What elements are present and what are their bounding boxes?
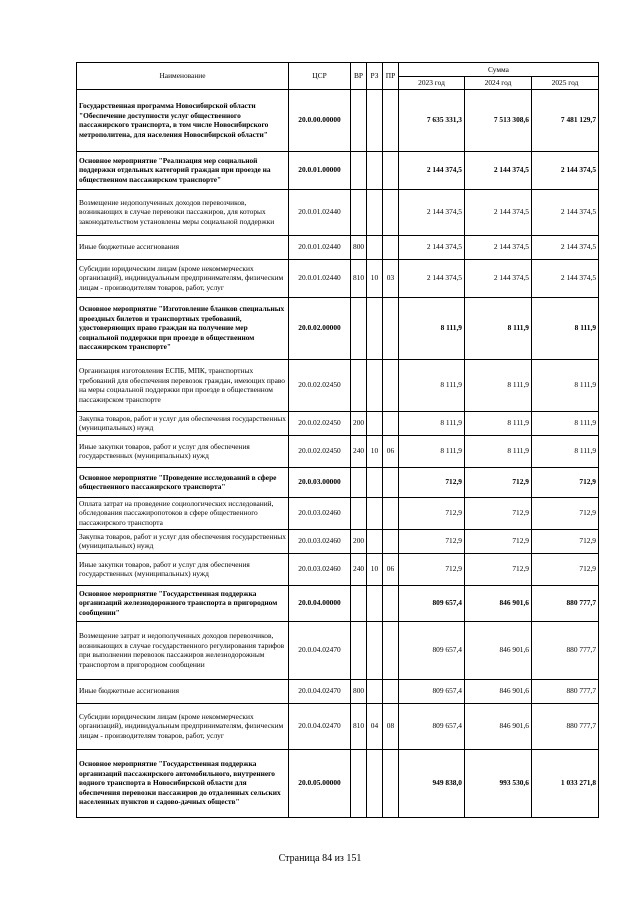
row-pr: 08 bbox=[383, 703, 399, 749]
row-pr bbox=[383, 585, 399, 621]
row-csr: 20.0.02.02450 bbox=[289, 435, 351, 467]
row-csr: 20.0.03.02460 bbox=[289, 529, 351, 553]
row-sum-2025: 712,9 bbox=[532, 529, 599, 553]
row-rz bbox=[367, 467, 383, 497]
row-rz bbox=[367, 151, 383, 189]
row-name: Организация изготовления ЕСПБ, МПК, транспортных требований для обеспечения перевозок граждан, имеющих право на меры социальной поддержки при проезде в общественном пассажирском транспорте bbox=[77, 359, 289, 411]
row-sum-2025: 8 111,9 bbox=[532, 411, 599, 435]
row-pr bbox=[383, 411, 399, 435]
row-pr bbox=[383, 621, 399, 679]
row-name: Закупка товаров, работ и услуг для обеспечения государственных (муниципальных) нужд bbox=[77, 411, 289, 435]
row-sum-2025: 880 777,7 bbox=[532, 679, 599, 703]
row-name: Иные закупки товаров, работ и услуг для обеспечения государственных (муниципальных) нужд bbox=[77, 553, 289, 585]
row-pr: 03 bbox=[383, 259, 399, 297]
row-pr: 06 bbox=[383, 435, 399, 467]
row-sum-2025: 8 111,9 bbox=[532, 359, 599, 411]
row-sum-2025: 880 777,7 bbox=[532, 621, 599, 679]
row-pr bbox=[383, 89, 399, 151]
row-name: Возмещение затрат и недополученных доходов перевозчиков, возникающих в случае государственного регулирования тарифов при выполнении перевозок пассажиров железнодорожным транспортом в пригородном сообщении bbox=[77, 621, 289, 679]
row-sum-2024: 7 513 308,6 bbox=[465, 89, 532, 151]
row-pr bbox=[383, 235, 399, 259]
row-name: Иные закупки товаров, работ и услуг для обеспечения государственных (муниципальных) нужд bbox=[77, 435, 289, 467]
row-csr: 20.0.00.00000 bbox=[289, 89, 351, 151]
table-row bbox=[77, 749, 599, 817]
row-name: Основное мероприятие "Государственная поддержка организаций пассажирского автомобильного, внутреннего водного транспорта в Новосибирской области для обеспечения перевозки пассажиров до отдаленных сельских населенных пунктов и садово-дачных обществ" bbox=[77, 749, 289, 817]
row-sum-2024: 8 111,9 bbox=[465, 411, 532, 435]
row-rz bbox=[367, 585, 383, 621]
row-sum-2025: 880 777,7 bbox=[532, 703, 599, 749]
table-row bbox=[77, 235, 599, 259]
row-sum-2023: 712,9 bbox=[399, 553, 465, 585]
row-vr bbox=[351, 497, 367, 529]
row-sum-2024: 8 111,9 bbox=[465, 435, 532, 467]
row-sum-2024: 2 144 374,5 bbox=[465, 189, 532, 235]
table-row bbox=[77, 151, 599, 189]
row-sum-2024: 712,9 bbox=[465, 553, 532, 585]
row-csr: 20.0.03.02460 bbox=[289, 553, 351, 585]
row-sum-2023: 809 657,4 bbox=[399, 585, 465, 621]
row-csr: 20.0.04.02470 bbox=[289, 621, 351, 679]
row-sum-2024: 993 530,6 bbox=[465, 749, 532, 817]
row-sum-2023: 8 111,9 bbox=[399, 411, 465, 435]
row-sum-2024: 846 901,6 bbox=[465, 679, 532, 703]
row-sum-2024: 2 144 374,5 bbox=[465, 235, 532, 259]
row-sum-2024: 8 111,9 bbox=[465, 297, 532, 359]
header-pr: ПР bbox=[383, 63, 399, 90]
header-csr: ЦСР bbox=[289, 63, 351, 90]
row-sum-2025: 712,9 bbox=[532, 553, 599, 585]
row-name: Оплата затрат на проведение социологических исследований, обследования пассажиропотоков в сфере общественного пассажирского транспорта bbox=[77, 497, 289, 529]
row-vr bbox=[351, 467, 367, 497]
row-pr: 06 bbox=[383, 553, 399, 585]
row-pr bbox=[383, 679, 399, 703]
row-rz bbox=[367, 89, 383, 151]
row-name: Государственная программа Новосибирской области "Обеспечение доступности услуг общественного пассажирского транспорта, в том числе Новосибирского метрополитена, для населения Новосибирской области" bbox=[77, 89, 289, 151]
table-row bbox=[77, 585, 599, 621]
row-name: Субсидии юридическим лицам (кроме некоммерческих организаций), индивидуальным предпринимателям, физическим лицам - производителям товаров, работ, услуг bbox=[77, 259, 289, 297]
row-pr bbox=[383, 359, 399, 411]
row-vr: 200 bbox=[351, 411, 367, 435]
header-year-2024: 2024 год bbox=[465, 77, 532, 90]
row-vr: 810 bbox=[351, 703, 367, 749]
table-row bbox=[77, 297, 599, 359]
row-name: Иные бюджетные ассигнования bbox=[77, 679, 289, 703]
row-sum-2023: 809 657,4 bbox=[399, 621, 465, 679]
row-pr bbox=[383, 151, 399, 189]
header-sum: Сумма bbox=[399, 63, 599, 77]
page-number: Страница 84 из 151 bbox=[278, 853, 362, 864]
row-rz bbox=[367, 497, 383, 529]
row-vr bbox=[351, 585, 367, 621]
row-sum-2023: 2 144 374,5 bbox=[399, 151, 465, 189]
table-row bbox=[77, 529, 599, 553]
row-sum-2023: 712,9 bbox=[399, 467, 465, 497]
table-row bbox=[77, 189, 599, 235]
table-row bbox=[77, 621, 599, 679]
row-sum-2025: 880 777,7 bbox=[532, 585, 599, 621]
row-sum-2025: 8 111,9 bbox=[532, 435, 599, 467]
row-sum-2023: 2 144 374,5 bbox=[399, 189, 465, 235]
row-sum-2023: 712,9 bbox=[399, 497, 465, 529]
row-vr: 810 bbox=[351, 259, 367, 297]
row-sum-2024: 846 901,6 bbox=[465, 703, 532, 749]
row-sum-2023: 7 635 331,3 bbox=[399, 89, 465, 151]
row-sum-2023: 8 111,9 bbox=[399, 297, 465, 359]
row-sum-2025: 8 111,9 bbox=[532, 297, 599, 359]
row-csr: 20.0.02.02450 bbox=[289, 411, 351, 435]
row-name: Основное мероприятие "Проведение исследований в сфере общественного пассажирского транспорта" bbox=[77, 467, 289, 497]
table-row bbox=[77, 467, 599, 497]
row-rz bbox=[367, 529, 383, 553]
row-sum-2023: 712,9 bbox=[399, 529, 465, 553]
row-vr bbox=[351, 297, 367, 359]
row-pr bbox=[383, 189, 399, 235]
row-sum-2025: 2 144 374,5 bbox=[532, 235, 599, 259]
row-sum-2024: 846 901,6 bbox=[465, 621, 532, 679]
row-vr: 240 bbox=[351, 553, 367, 585]
row-csr: 20.0.05.00000 bbox=[289, 749, 351, 817]
row-rz bbox=[367, 297, 383, 359]
row-pr bbox=[383, 529, 399, 553]
row-rz bbox=[367, 235, 383, 259]
row-sum-2023: 809 657,4 bbox=[399, 703, 465, 749]
row-csr: 20.0.01.02440 bbox=[289, 235, 351, 259]
row-vr bbox=[351, 621, 367, 679]
row-vr: 800 bbox=[351, 679, 367, 703]
row-name: Субсидии юридическим лицам (кроме некоммерческих организаций), индивидуальным предпринимателям, физическим лицам - производителям товаров, работ, услуг bbox=[77, 703, 289, 749]
header-year-2025: 2025 год bbox=[532, 77, 599, 90]
row-sum-2023: 949 838,0 bbox=[399, 749, 465, 817]
row-sum-2023: 8 111,9 bbox=[399, 435, 465, 467]
table-row bbox=[77, 497, 599, 529]
row-vr bbox=[351, 359, 367, 411]
row-rz bbox=[367, 411, 383, 435]
row-rz bbox=[367, 679, 383, 703]
row-csr: 20.0.01.02440 bbox=[289, 189, 351, 235]
row-sum-2024: 712,9 bbox=[465, 467, 532, 497]
row-csr: 20.0.04.00000 bbox=[289, 585, 351, 621]
table-row bbox=[77, 703, 599, 749]
row-pr bbox=[383, 297, 399, 359]
table-row bbox=[77, 679, 599, 703]
row-sum-2023: 2 144 374,5 bbox=[399, 235, 465, 259]
row-pr bbox=[383, 497, 399, 529]
row-csr: 20.0.01.02440 bbox=[289, 259, 351, 297]
row-csr: 20.0.01.00000 bbox=[289, 151, 351, 189]
row-vr bbox=[351, 189, 367, 235]
header-vr: ВР bbox=[351, 63, 367, 90]
table-row bbox=[77, 435, 599, 467]
row-rz bbox=[367, 621, 383, 679]
row-pr bbox=[383, 749, 399, 817]
row-sum-2023: 8 111,9 bbox=[399, 359, 465, 411]
row-vr: 240 bbox=[351, 435, 367, 467]
row-csr: 20.0.02.02450 bbox=[289, 359, 351, 411]
row-csr: 20.0.03.02460 bbox=[289, 497, 351, 529]
row-vr bbox=[351, 749, 367, 817]
table-row bbox=[77, 259, 599, 297]
row-rz: 10 bbox=[367, 553, 383, 585]
table-row bbox=[77, 411, 599, 435]
row-rz bbox=[367, 189, 383, 235]
row-sum-2024: 712,9 bbox=[465, 529, 532, 553]
row-name: Возмещение недополученных доходов перевозчиков, возникающих в случае перевозки пассажиров, для которых законодательством установлены меры социальной поддержки bbox=[77, 189, 289, 235]
row-rz: 10 bbox=[367, 435, 383, 467]
row-pr bbox=[383, 467, 399, 497]
row-sum-2025: 1 033 271,8 bbox=[532, 749, 599, 817]
row-sum-2025: 2 144 374,5 bbox=[532, 151, 599, 189]
row-name: Иные бюджетные ассигнования bbox=[77, 235, 289, 259]
row-sum-2023: 809 657,4 bbox=[399, 679, 465, 703]
table-row bbox=[77, 359, 599, 411]
row-sum-2025: 7 481 129,7 bbox=[532, 89, 599, 151]
row-vr bbox=[351, 151, 367, 189]
row-vr bbox=[351, 89, 367, 151]
header-year-2023: 2023 год bbox=[399, 77, 465, 90]
row-csr: 20.0.03.00000 bbox=[289, 467, 351, 497]
row-sum-2025: 712,9 bbox=[532, 467, 599, 497]
row-rz: 10 bbox=[367, 259, 383, 297]
row-sum-2024: 712,9 bbox=[465, 497, 532, 529]
row-sum-2025: 712,9 bbox=[532, 497, 599, 529]
budget-table bbox=[76, 62, 599, 818]
row-rz bbox=[367, 359, 383, 411]
row-sum-2025: 2 144 374,5 bbox=[532, 189, 599, 235]
header-rz: РЗ bbox=[367, 63, 383, 90]
row-csr: 20.0.04.02470 bbox=[289, 679, 351, 703]
row-sum-2025: 2 144 374,5 bbox=[532, 259, 599, 297]
row-name: Закупка товаров, работ и услуг для обеспечения государственных (муниципальных) нужд bbox=[77, 529, 289, 553]
row-vr: 200 bbox=[351, 529, 367, 553]
row-sum-2024: 8 111,9 bbox=[465, 359, 532, 411]
row-sum-2024: 2 144 374,5 bbox=[465, 259, 532, 297]
row-name: Основное мероприятие "Государственная поддержка организаций железнодорожного транспорта в пригородном сообщении" bbox=[77, 585, 289, 621]
row-csr: 20.0.02.00000 bbox=[289, 297, 351, 359]
row-csr: 20.0.04.02470 bbox=[289, 703, 351, 749]
row-rz: 04 bbox=[367, 703, 383, 749]
table-row bbox=[77, 553, 599, 585]
table-row bbox=[77, 89, 599, 151]
row-rz bbox=[367, 749, 383, 817]
header-name: Наименование bbox=[77, 63, 289, 90]
row-name: Основное мероприятие "Реализация мер социальной поддержки отдельных категорий граждан при проезде на общественном пассажирском транспорте" bbox=[77, 151, 289, 189]
row-sum-2024: 846 901,6 bbox=[465, 585, 532, 621]
row-name: Основное мероприятие "Изготовление бланков специальных проездных билетов и транспортных требований, удостоверяющих право граждан на получение мер социальной поддержки при проезде в общественном пассажирском транспорте" bbox=[77, 297, 289, 359]
row-sum-2023: 2 144 374,5 bbox=[399, 259, 465, 297]
row-sum-2024: 2 144 374,5 bbox=[465, 151, 532, 189]
row-vr: 800 bbox=[351, 235, 367, 259]
